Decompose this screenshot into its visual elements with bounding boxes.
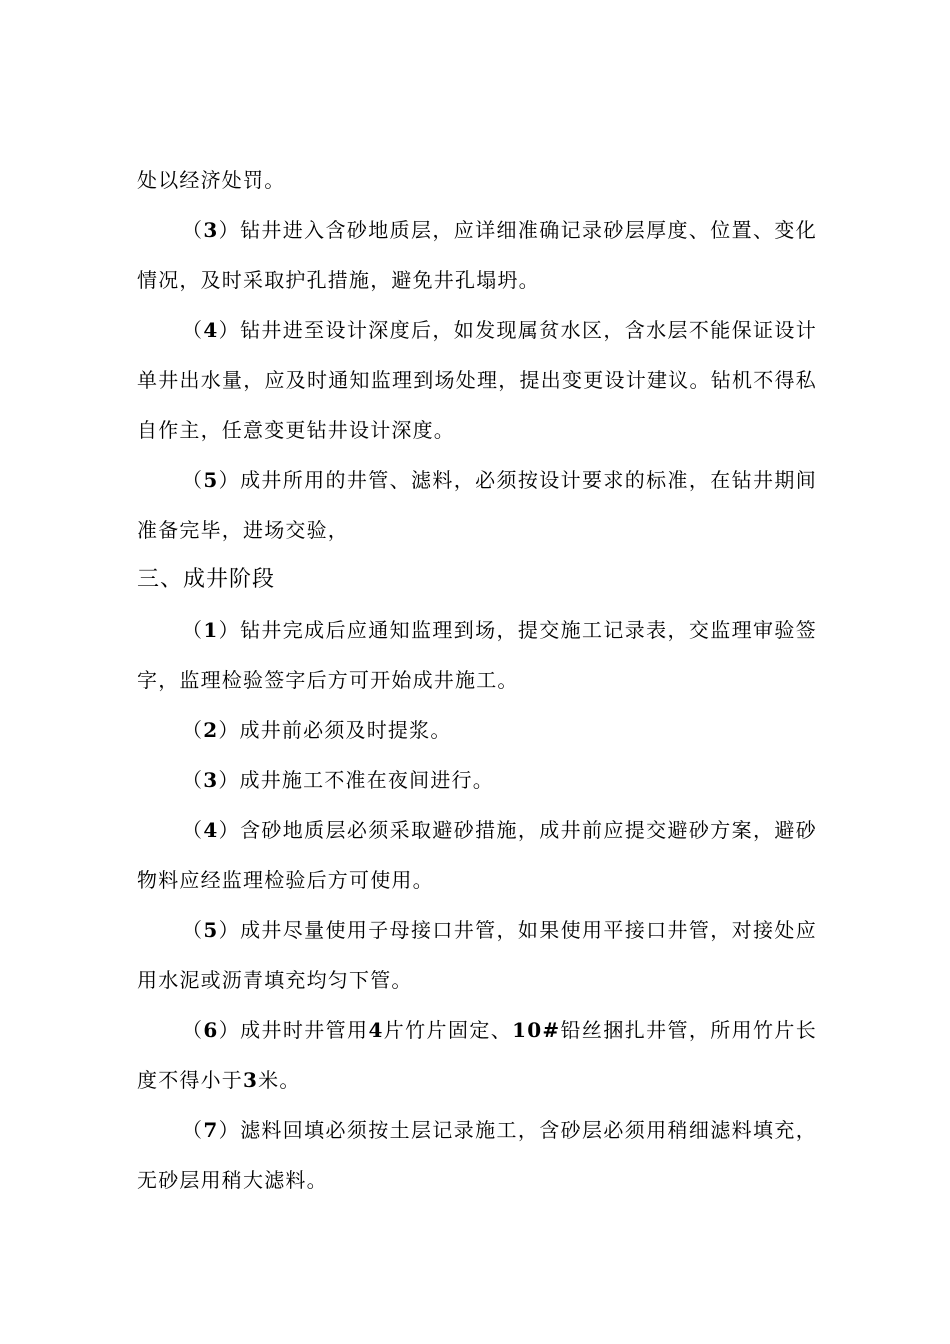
item-number: 3: [203, 218, 219, 242]
paragraph-text: 片竹片固定、: [383, 1018, 513, 1042]
item-bracket-open: （: [182, 768, 204, 792]
item-bracket-close: ）: [218, 1118, 241, 1142]
item-bracket-close: ）: [218, 818, 241, 842]
section-heading: 三、成井阶段: [137, 567, 276, 592]
item-bracket-open: （: [182, 468, 204, 492]
inline-number: 3: [243, 1068, 259, 1092]
item-bracket-close: ）: [218, 918, 241, 942]
item-bracket-open: （: [182, 818, 204, 842]
paragraph-continuation: [137, 155, 817, 205]
paragraph-item-3: [137, 205, 817, 305]
paragraph-item-2: [137, 705, 817, 755]
item-number: 6: [203, 1018, 219, 1042]
paragraph-text: 成井施工不准在夜间进行。: [239, 768, 494, 792]
item-bracket-close: ）: [218, 1018, 241, 1042]
item-number: 5: [203, 918, 219, 942]
paragraph-text: 钻井完成后应通知监理到场，提交施工记录表，交监理审验签字，监理检验签字后方可开始成井施工。: [137, 618, 818, 692]
paragraph-item-5: [137, 455, 817, 555]
item-number: 3: [203, 768, 219, 792]
paragraph-item-4: [137, 305, 817, 455]
item-bracket-open: （: [182, 1118, 204, 1142]
paragraph-item-4b: [137, 805, 817, 905]
item-number: 7: [203, 1118, 219, 1142]
paragraph-text: 钻井进入含砂地质层，应详细准确记录砂层厚度、位置、变化情况，及时采取护孔措施，避免井孔塌坍。: [137, 218, 818, 292]
item-bracket-close: ）: [218, 768, 240, 792]
paragraph-text: 处以经济处罚。: [137, 168, 286, 192]
inline-number: 4: [368, 1018, 384, 1042]
item-number: 1: [203, 618, 219, 642]
paragraph-text: 成井时井管用: [240, 1018, 369, 1042]
item-bracket-open: （: [182, 718, 204, 742]
paragraph-item-1: [137, 605, 817, 705]
inline-number: 10#: [512, 1018, 561, 1042]
item-bracket-open: （: [182, 318, 204, 342]
item-bracket-open: （: [182, 1018, 204, 1042]
paragraph-text: 成井所用的井管、滤料，必须按设计要求的标准，在钻井期间准备完毕，进场交验，: [137, 468, 818, 542]
item-number: 4: [203, 818, 219, 842]
item-bracket-close: ）: [218, 318, 241, 342]
paragraph-item-5b: [137, 905, 817, 1005]
paragraph-text: 钻井进至设计深度后，如发现属贫水区，含水层不能保证设计单井出水量，应及时通知监理到场处理，提出变更设计建议。钻机不得私自作主，任意变更钻井设计深度。: [137, 318, 818, 442]
paragraph-item-6: [137, 1005, 817, 1105]
paragraph-item-3b: [137, 755, 817, 805]
paragraph-text: 铅丝捆扎井管，所用竹片长度不得小于: [137, 1018, 818, 1092]
item-bracket-close: ）: [218, 468, 241, 492]
paragraph-text: 成井尽量使用子母接口井管，如果使用平接口井管，对接处应用水泥或沥青填充均匀下管。: [137, 918, 818, 992]
item-number: 5: [203, 468, 219, 492]
item-bracket-close: ）: [218, 618, 241, 642]
paragraph-text: 米。: [258, 1068, 301, 1092]
document-body: [137, 155, 817, 1205]
item-bracket-open: （: [182, 918, 204, 942]
paragraph-text: 含砂地质层必须采取避砂措施，成井前应提交避砂方案，避砂物料应经监理检验后方可使用。: [137, 818, 818, 892]
paragraph-text: 滤料回填必须按土层记录施工，含砂层必须用稍细滤料填充，无砂层用稍大滤料。: [137, 1118, 818, 1192]
item-number: 4: [203, 318, 219, 342]
paragraph-text: 成井前必须及时提浆。: [239, 718, 452, 742]
item-number: 2: [203, 718, 219, 742]
item-bracket-open: （: [182, 218, 204, 242]
item-bracket-close: ）: [218, 218, 241, 242]
item-bracket-open: （: [182, 618, 204, 642]
item-bracket-close: ）: [218, 718, 240, 742]
paragraph-item-7: [137, 1105, 817, 1205]
